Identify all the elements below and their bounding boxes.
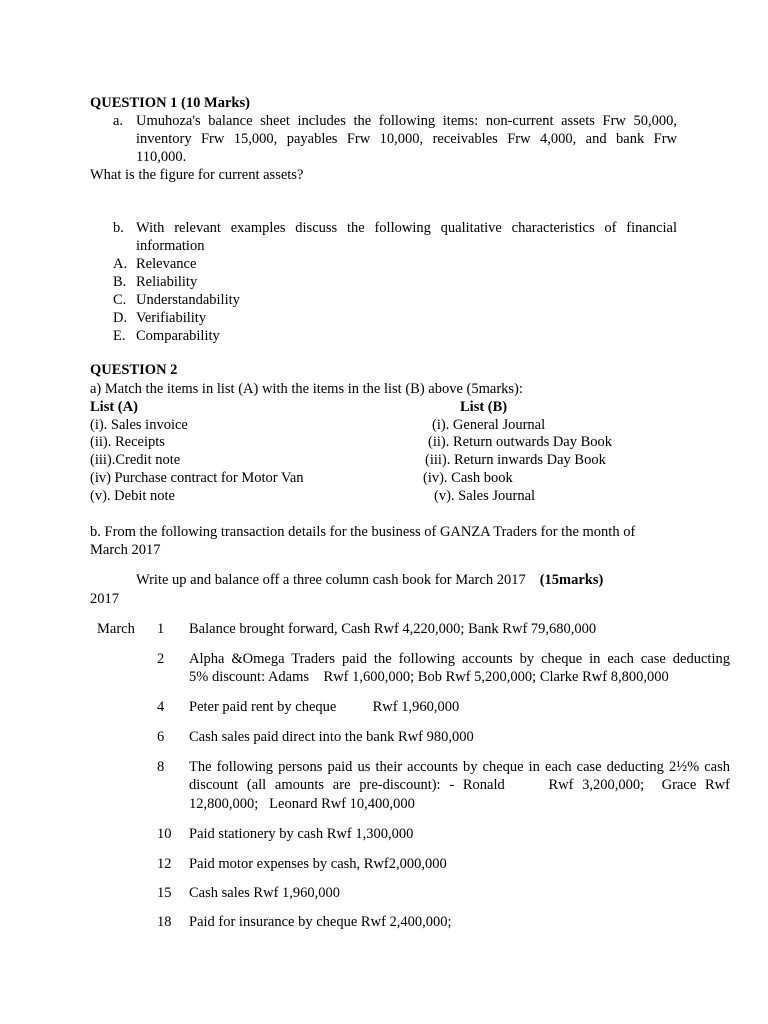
month-label: March [97,621,135,637]
char-label: Relevance [136,256,197,272]
transaction-line: discount (all amounts are pre-discount): - Ronald Rwf 3,200,000; Grace Rwf [189,777,730,793]
list-a-item: (v). Debit note [90,488,175,504]
list-a-item: (i). Sales invoice [90,417,188,433]
transaction-line: Paid for insurance by cheque Rwf 2,400,000; [189,914,452,930]
list-b-item: (i). General Journal [432,417,546,433]
list-a-item: (iii).Credit note [90,452,181,468]
q2-heading: QUESTION 2 [90,362,178,378]
char-marker: D. [113,310,128,326]
q1-question: What is the figure for current assets? [90,167,304,183]
transaction-line: 5% discount: Adams Rwf 1,600,000; Bob Rwf 5,200,000; Clarke Rwf 8,800,000 [189,669,669,685]
q2b-line-1: b. From the following transaction details for the business of GANZA Traders for the month of [90,524,636,540]
list-b-item: (ii). Return outwards Day Book [428,434,613,450]
char-marker: A. [113,256,128,272]
list-b-item: (iii). Return inwards Day Book [425,452,606,468]
q2b-task [136,571,603,589]
list-b-heading: List (B) [460,399,508,415]
char-marker: E. [113,328,126,344]
task-text: Write up and balance off a three column cash book for March 2017 [136,572,526,588]
year-label: 2017 [90,591,119,607]
char-label: Verifiability [136,310,207,326]
char-label: Reliability [136,274,198,290]
transaction-day: 4 [157,699,165,715]
q1a-line-2: inventory Frw 15,000, payables Frw 10,000, receivables Frw 4,000, and bank Frw [136,131,677,147]
list-a-heading: List (A) [90,399,138,415]
transaction-day: 15 [157,885,172,901]
transaction-line: Cash sales Rwf 1,960,000 [189,885,341,901]
q1a-marker: a. [113,113,124,129]
transaction-line: Paid motor expenses by cash, Rwf2,000,000 [189,856,447,872]
transaction-line: Paid stationery by cash Rwf 1,300,000 [189,826,414,842]
char-label: Comparability [136,328,220,344]
char-marker: B. [113,274,127,290]
q1-heading: QUESTION 1 (10 Marks) [90,95,250,111]
q1b-line-1: With relevant examples discuss the following qualitative characteristics of financial [136,220,677,236]
transaction-day: 10 [157,826,172,842]
transaction-day: 8 [157,759,165,775]
transaction-line: Alpha &Omega Traders paid the following accounts by cheque in each case deducting [189,651,730,667]
task-marks: (15marks) [539,572,604,588]
q1b-marker: b. [113,220,124,236]
transaction-line: Cash sales paid direct into the bank Rwf 980,000 [189,729,474,745]
char-label: Understandability [136,292,240,308]
transaction-line: 12,800,000; Leonard Rwf 10,400,000 [189,796,415,812]
q1b-line-2: information [136,238,205,254]
list-b-item: (v). Sales Journal [434,488,536,504]
transaction-day: 1 [157,621,165,637]
q1a-line-3: 110,000. [136,149,187,165]
transaction-day: 2 [157,651,165,667]
transaction-day: 6 [157,729,165,745]
char-marker: C. [113,292,127,308]
list-a-item: (iv) Purchase contract for Motor Van [90,470,304,486]
transaction-line: The following persons paid us their accounts by cheque in each case deducting 2½% cash [189,759,730,775]
transaction-line: Peter paid rent by cheque Rwf 1,960,000 [189,699,460,715]
q2b-line-2: March 2017 [90,542,161,558]
list-a-item: (ii). Receipts [90,434,165,450]
transaction-day: 12 [157,856,172,872]
q2a-instruction: a) Match the items in list (A) with the items in the list (B) above (5marks): [90,381,523,397]
transaction-line: Balance brought forward, Cash Rwf 4,220,000; Bank Rwf 79,680,000 [189,621,597,637]
list-b-item: (iv). Cash book [423,470,513,486]
transaction-day: 18 [157,914,172,930]
q1a-line-1: Umuhoza's balance sheet includes the following items: non-current assets Frw 50,000, [136,113,677,129]
